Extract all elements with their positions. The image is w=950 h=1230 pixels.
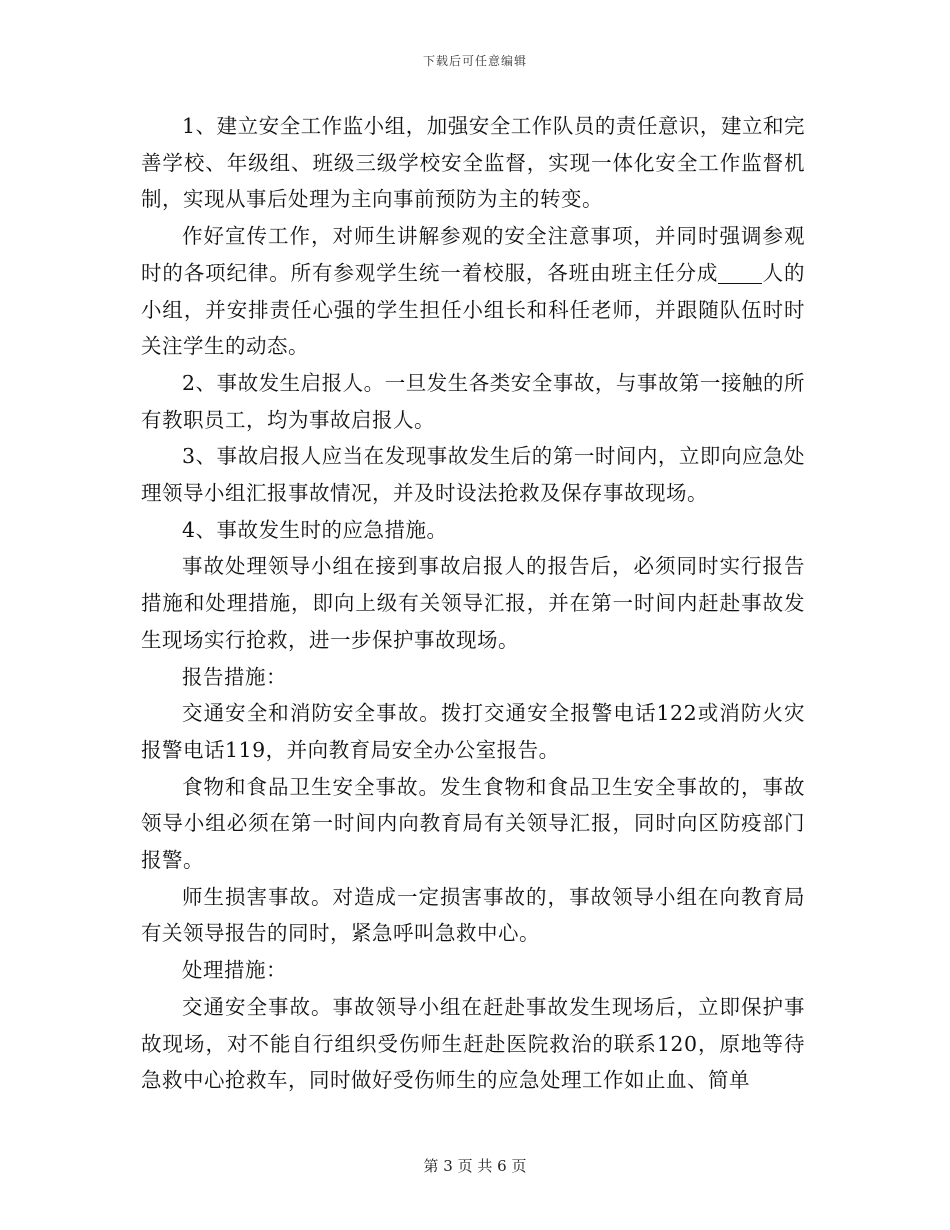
paragraph-4 xyxy=(141,438,805,511)
paragraph-text: 师生损害事故。对造成一定损害事故的，事故领导小组在向教育局有关领导报告的同时，紧急呼叫急救中心。 xyxy=(141,884,805,946)
paragraph-7 xyxy=(141,659,805,696)
paragraph-text: 作好宣传工作，对师生讲解参观的安全注意事项，并同时强调参观时的各项纪律。所有参观学生统一着校服，各班由班主任分成 xyxy=(141,224,805,285)
paragraph-11 xyxy=(141,952,805,989)
paragraph-text: 交通安全和消防安全事故。拨打交通安全报警电话122或消防火灾报警电话119，并向教育局安全办公室报告。 xyxy=(141,701,805,762)
page-footer: 第 3 页 共 6 页 xyxy=(423,1157,527,1175)
paragraph-text: 4、事故发生时的应急措施。 xyxy=(182,517,448,542)
paragraph-text: 交通安全事故。事故领导小组在赶赴事故发生现场后，立即保护事故现场，对不能自行组织受伤师生赶赴医院救治的联系120，原地等待急救中心抢救车，同时做好受伤师生的应急处理工作如止血、简单 xyxy=(141,994,805,1093)
paragraph-text: 1、建立安全工作监小组，加强安全工作队员的责任意识，建立和完善学校、年级组、班级三级学校安全监督，实现一体化安全工作监督机制，实现从事后处理为主向事前预防为主的转变。 xyxy=(141,114,805,212)
paragraph-3 xyxy=(141,365,805,438)
paragraph-text: 2、事故发生启报人。一旦发生各类安全事故，与事故第一接触的所有教职员工，均为事故启报人。 xyxy=(141,370,805,432)
paragraph-6 xyxy=(141,548,805,658)
paragraph-1 xyxy=(141,108,805,218)
page-header: 下载后可任意编辑 xyxy=(422,54,527,68)
paragraph-text: 报告措施： xyxy=(182,664,287,689)
paragraph-5 xyxy=(141,512,805,549)
fill-in-blank xyxy=(718,262,762,284)
paragraph-8 xyxy=(141,695,805,768)
paragraph-10 xyxy=(141,879,805,952)
paragraph-text: 处理措施： xyxy=(182,958,287,983)
paragraph-text: 3、事故启报人应当在发现事故发生后的第一时间内，立即向应急处理领导小组汇报事故情况，并及时设法抢救及保存事故现场。 xyxy=(141,444,805,506)
paragraph-text: 人的小组，并安排责任心强的学生担任小组长和科任老师，并跟随队伍时时关注学生的动态。 xyxy=(141,260,806,359)
paragraph-12 xyxy=(141,989,805,1099)
paragraph-text: 食物和食品卫生安全事故。发生食物和食品卫生安全事故的，事故领导小组必须在第一时间内向教育局有关领导汇报，同时向区防疫部门报警。 xyxy=(141,774,805,873)
paragraph-2 xyxy=(141,218,805,365)
document-body xyxy=(141,108,805,1099)
paragraph-9 xyxy=(141,769,805,879)
paragraph-text: 事故处理领导小组在接到事故启报人的报告后，必须同时实行报告措施和处理措施，即向上级有关领导汇报，并在第一时间内赶赴事故发生现场实行抢救，进一步保护事故现场。 xyxy=(141,554,805,652)
